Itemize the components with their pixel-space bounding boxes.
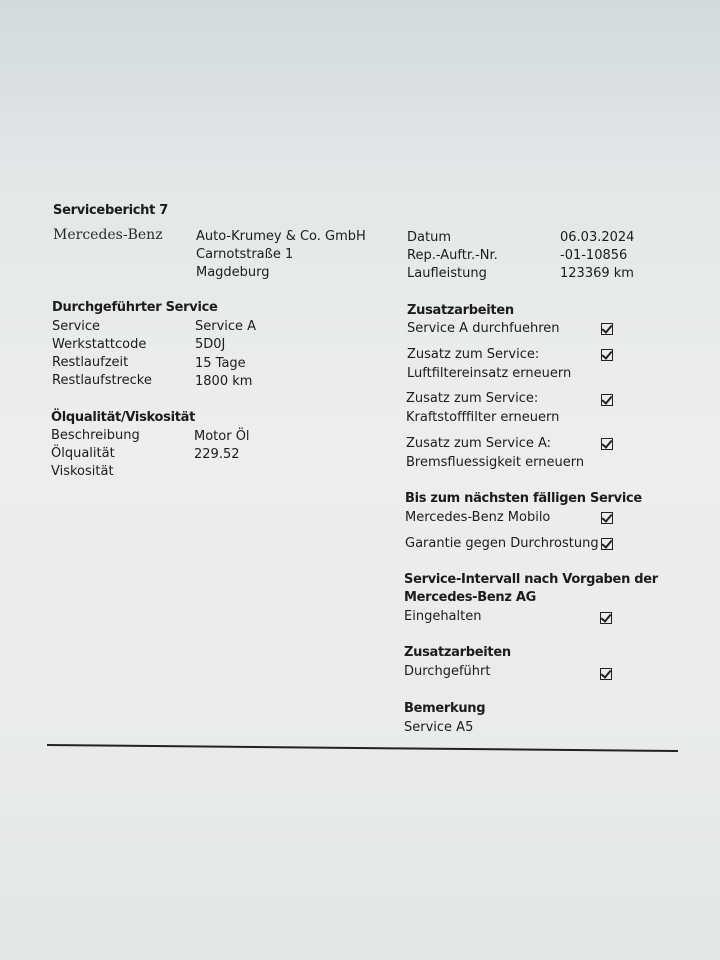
viscosity-label: Viskosität	[51, 464, 114, 479]
extras-item-2-checkbox	[601, 349, 613, 361]
interval-heading: Service-Intervall nach Vorgaben der	[404, 572, 658, 587]
oil-quality-value: 229.52	[194, 447, 240, 462]
bottom-divider	[47, 744, 678, 752]
oil-quality-label: Ölqualität	[51, 446, 115, 461]
next-service-rust-checkbox	[601, 538, 613, 550]
extras-item-4-label-line2: Bremsfluessigkeit erneuern	[406, 455, 585, 470]
extras-item-4-checkbox	[601, 438, 613, 450]
interval-kept-checkbox	[600, 612, 612, 624]
remark-value: Service A5	[404, 720, 474, 735]
interval-heading-line2: Mercedes-Benz AG	[404, 590, 536, 605]
oil-description-value: Motor Öl	[194, 429, 250, 444]
service-label: Service	[52, 319, 101, 334]
next-service-mobilo-label: Mercedes-Benz Mobilo	[405, 510, 551, 525]
brand-logo-text: Mercedes-Benz	[53, 227, 163, 243]
extras-item-3-label: Zusatz zum Service:	[406, 391, 539, 406]
extras-heading: Zusatzarbeiten	[407, 303, 514, 318]
extras-item-1-label: Service A durchfuehren	[407, 321, 560, 336]
dealer-street: Carnotstraße 1	[196, 247, 294, 262]
dealer-name: Auto-Krumey & Co. GmbH	[196, 229, 366, 244]
meta-order-value: -01-10856	[560, 248, 628, 263]
remark-heading: Bemerkung	[404, 701, 486, 716]
remaining-distance-label: Restlaufstrecke	[52, 373, 152, 388]
meta-mileage-label: Laufleistung	[407, 266, 487, 281]
report-title: Servicebericht 7	[53, 203, 168, 218]
remaining-time-label: Restlaufzeit	[52, 355, 129, 370]
meta-date-label: Datum	[407, 230, 451, 245]
extras-done-label: Durchgeführt	[404, 664, 491, 679]
next-service-heading: Bis zum nächsten fälligen Service	[405, 491, 642, 506]
dealer-city: Magdeburg	[196, 265, 270, 280]
extras-item-3-checkbox	[601, 394, 613, 406]
remaining-time-value: 15 Tage	[195, 356, 246, 371]
extras-done-heading: Zusatzarbeiten	[404, 645, 511, 660]
next-service-rust-label: Garantie gegen Durchrostung	[405, 536, 599, 551]
meta-order-label: Rep.-Auftr.-Nr.	[407, 248, 498, 263]
extras-done-checkbox	[600, 668, 612, 680]
next-service-mobilo-checkbox	[601, 512, 613, 524]
extras-item-4-label: Zusatz zum Service A:	[406, 436, 552, 451]
remaining-distance-value: 1800 km	[195, 374, 253, 389]
workshop-code-value: 5D0J	[195, 337, 226, 352]
oil-description-label: Beschreibung	[51, 428, 140, 443]
workshop-code-label: Werkstattcode	[52, 337, 147, 352]
service-value: Service A	[195, 319, 257, 334]
interval-kept-label: Eingehalten	[404, 609, 482, 624]
service-heading: Durchgeführter Service	[52, 300, 218, 315]
extras-item-1-checkbox	[601, 323, 613, 335]
meta-mileage-value: 123369 km	[560, 266, 634, 281]
oil-heading: Ölqualität/Viskosität	[51, 410, 196, 425]
meta-date-value: 06.03.2024	[560, 230, 635, 245]
extras-item-3-label-line2: Kraftstofffilter erneuern	[406, 410, 560, 425]
extras-item-2-label-line2: Luftfiltereinsatz erneuern	[407, 366, 572, 381]
extras-item-2-label: Zusatz zum Service:	[407, 347, 540, 362]
